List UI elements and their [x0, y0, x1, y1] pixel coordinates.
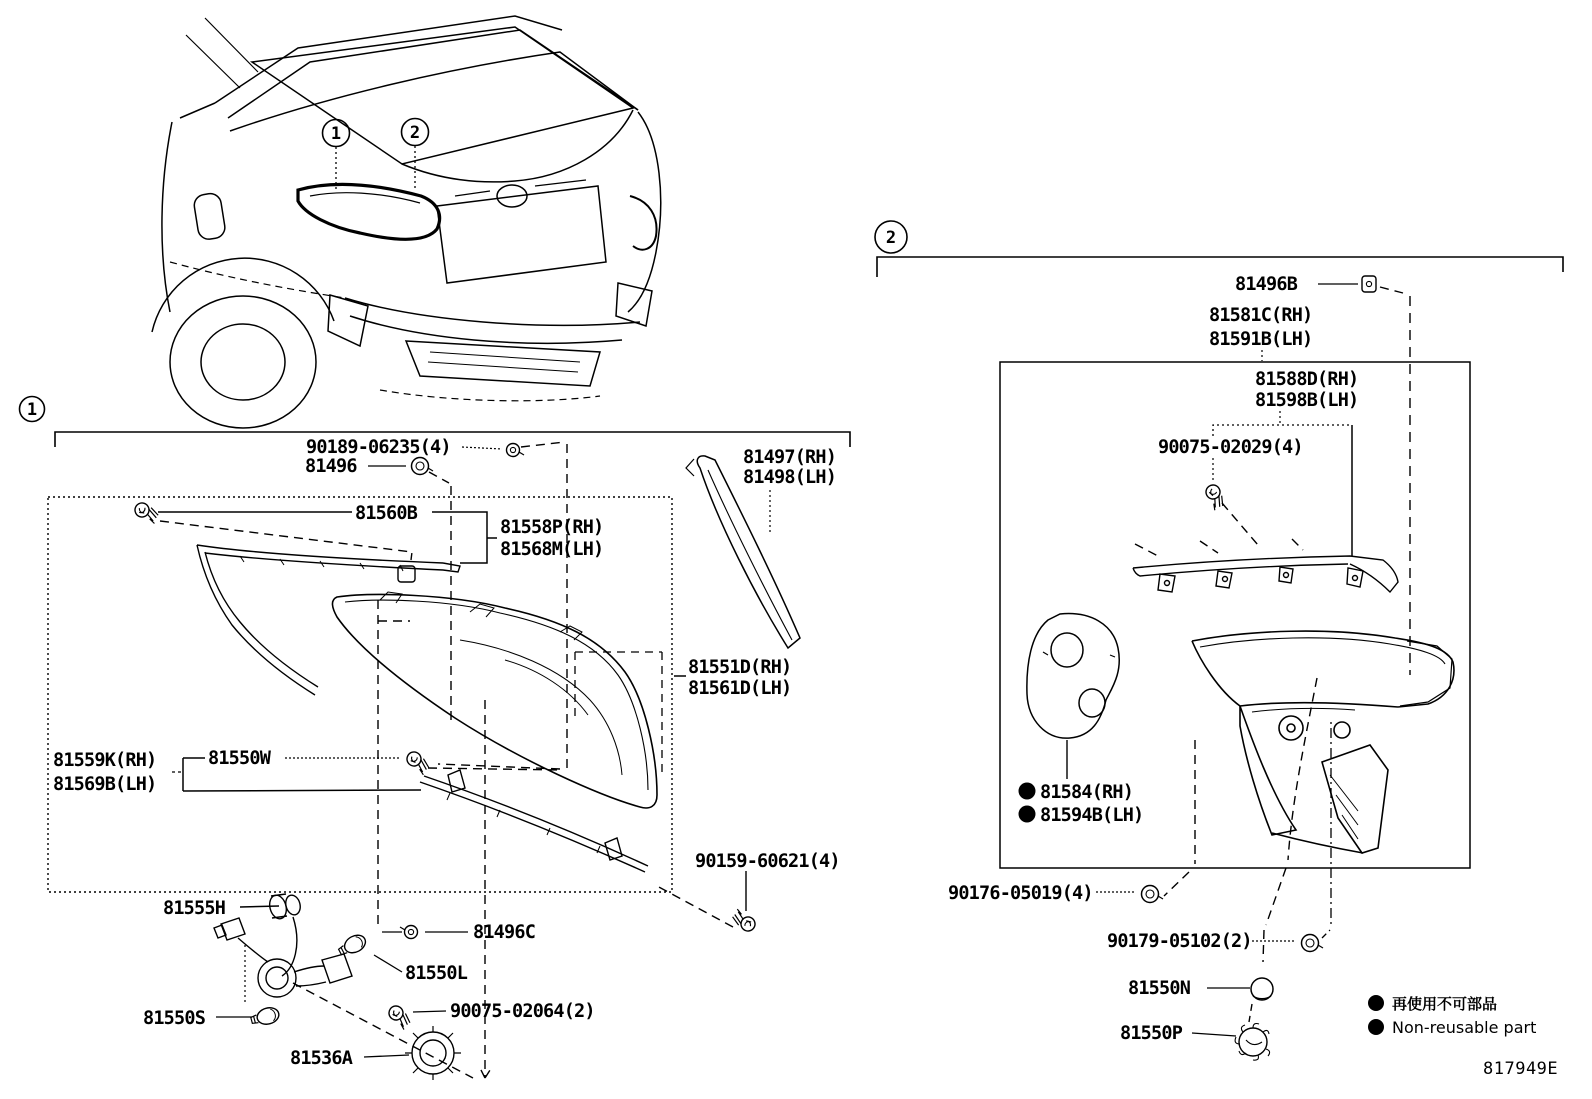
- part-label-90189-06235: 90189-06235(4): [306, 437, 451, 458]
- socket-81536a-drawing: [405, 1026, 461, 1080]
- non-reusable-bullet-81584: [1019, 783, 1036, 800]
- part-label-81591b: 81591B(LH): [1209, 329, 1313, 350]
- part-label-81568m: 81568M(LH): [500, 539, 604, 560]
- legend-bullet-en: [1368, 1019, 1384, 1035]
- car-callout-1: [323, 120, 350, 190]
- legend-text-jp: 再使用不可部品: [1392, 995, 1498, 1013]
- section-1-callout-number: 1: [26, 400, 38, 420]
- lamp-unit-drawing-1: [332, 592, 662, 808]
- car-callout-2: [402, 119, 429, 192]
- part-label-81558p: 81558P(RH): [500, 517, 604, 538]
- fastener-90159-leader: [657, 871, 758, 933]
- car-callout-2-number: 2: [409, 123, 421, 143]
- legend-text-en: Non-reusable part: [1392, 1018, 1537, 1037]
- part-label-81561d: 81561D(LH): [688, 678, 792, 699]
- fastener-90075-02029-leader: [1135, 458, 1303, 556]
- part-label-81498: 81498(LH): [743, 467, 837, 488]
- part-label-90176-05019: 90176-05019(4): [948, 883, 1093, 904]
- legend-bullet-jp: [1368, 995, 1384, 1011]
- leader-81560b: [158, 512, 497, 563]
- non-reusable-bullet-81594b: [1019, 806, 1036, 823]
- trim-strip-81588: [1133, 556, 1398, 592]
- part-label-81550p: 81550P: [1120, 1023, 1183, 1044]
- part-label-81559k: 81559K(RH): [53, 750, 157, 771]
- garnish-strip-81558: [133, 501, 460, 695]
- part-label-81560b: 81560B: [355, 503, 418, 524]
- lamp-unit-drawing-2: [1192, 631, 1454, 853]
- diagram-code: 817949E: [1483, 1059, 1559, 1079]
- fastener-81496b-leader: [1318, 276, 1410, 675]
- socket-81550p-drawing: [1235, 1024, 1270, 1061]
- leader-81588d: [1213, 411, 1352, 556]
- gasket-81584-drawing: [1027, 614, 1119, 779]
- part-label-81555h: 81555H: [163, 898, 226, 919]
- part-label-81496c: 81496C: [473, 922, 536, 943]
- retainer-strip-lower: [420, 770, 648, 872]
- part-label-81497: 81497(RH): [743, 447, 837, 468]
- section-2-labels: [948, 274, 1358, 1044]
- section-2-header: [875, 221, 1563, 277]
- part-label-81594b: 81594B(LH): [1040, 805, 1144, 826]
- legend: [1368, 995, 1536, 1037]
- car-callout-1-number: 1: [330, 124, 342, 144]
- part-label-81588d: 81588D(RH): [1255, 369, 1359, 390]
- part-label-81496: 81496: [305, 456, 357, 477]
- section-1-labels: [53, 437, 840, 1069]
- car-rear-illustration: [152, 16, 661, 428]
- part-label-81598b: 81598B(LH): [1255, 390, 1359, 411]
- part-label-81584: 81584(RH): [1040, 782, 1134, 803]
- part-label-90179-05102: 90179-05102(2): [1107, 931, 1252, 952]
- part-label-90159-60621: 90159-60621(4): [695, 851, 840, 872]
- fastener-90179-leader: [1252, 722, 1331, 952]
- part-label-90075-02064: 90075-02064(2): [450, 1001, 595, 1022]
- part-label-90075-02029: 90075-02029(4): [1158, 437, 1303, 458]
- socket-81550p-leader: [1192, 1004, 1270, 1060]
- part-label-81569b: 81569B(LH): [53, 774, 157, 795]
- part-label-81550w: 81550W: [208, 748, 271, 769]
- part-label-81496b: 81496B: [1235, 274, 1298, 295]
- part-label-81550n: 81550N: [1128, 978, 1191, 999]
- part-label-81536a: 81536A: [290, 1048, 353, 1069]
- section-2-callout-number: 2: [885, 228, 897, 248]
- part-label-81550s: 81550S: [143, 1008, 206, 1029]
- part-label-81581c: 81581C(RH): [1209, 305, 1313, 326]
- part-label-81550l: 81550L: [405, 963, 468, 984]
- part-label-81551d: 81551D(RH): [688, 657, 792, 678]
